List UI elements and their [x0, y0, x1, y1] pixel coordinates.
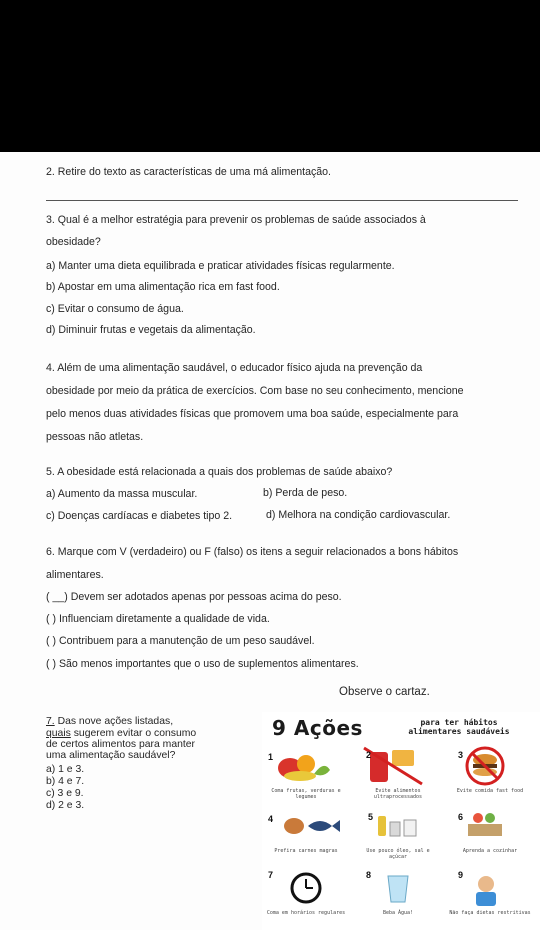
question-6-item2: ( ) Influenciam diretamente a qualidade de vida.: [46, 613, 270, 625]
question-4-line2: obesidade por meio da prática de exercícios. Com base no seu conhecimento, mencione: [46, 385, 464, 397]
poster-illustrations: [262, 712, 540, 930]
question-5-option-c: c) Doenças cardíacas e diabetes tipo 2.: [46, 510, 233, 522]
healthy-habits-poster: [262, 712, 540, 930]
question-6-line2: alimentares.: [46, 569, 104, 581]
question-7-line2-text: sugerem evitar o consumo: [73, 728, 197, 739]
question-5-option-b: b) Perda de peso.: [263, 487, 348, 499]
question-3-option-b: b) Apostar em uma alimentação rica em fast food.: [46, 281, 280, 293]
poster-item-3-number: 3: [458, 750, 464, 760]
poster-item-1-caption: Coma frutas, verduras e legumes: [271, 788, 341, 800]
poster-subtitle-line1: para ter hábitos: [420, 718, 498, 727]
poster-item-4-number: 4: [268, 814, 274, 824]
clock-icon: [292, 874, 320, 902]
question-6-item3: ( ) Contribuem para a manutenção de um peso saudável.: [46, 635, 315, 647]
fish-chicken-icon: [284, 818, 340, 834]
poster-item-2-number: 2: [366, 750, 372, 760]
poster-item-8-caption: Beba Água!: [382, 910, 414, 916]
water-glass-icon: [388, 876, 408, 902]
observe-label: Observe o cartaz.: [339, 686, 430, 698]
poster-item-1-number: 1: [268, 752, 274, 762]
poster-item-4-caption: Prefira carnes magras: [274, 848, 338, 854]
question-7-option-d: d) 2 e 3.: [46, 800, 85, 811]
question-3-option-a: a) Manter uma dieta equilibrada e praticar atividades físicas regularmente.: [46, 260, 395, 272]
fruits-vegetables-icon: [278, 755, 330, 781]
question-7-line3: de certos alimentos para manter: [46, 739, 196, 750]
soda-can-icon: [364, 748, 422, 784]
poster-item-6-number: 6: [458, 812, 464, 822]
person-icon: [476, 876, 496, 906]
question-4-line3: pelo menos duas atividades físicas que promovem uma boa saúde, especialmente para: [46, 408, 459, 420]
question-7-option-a: a) 1 e 3.: [46, 764, 85, 775]
poster-item-6-caption: Aprenda a cozinhar: [462, 848, 518, 854]
question-3-line2: obesidade?: [46, 236, 101, 248]
poster-item-2-caption: Evite alimentos ultraprocessados: [373, 788, 423, 800]
poster-item-5-number: 5: [368, 812, 374, 822]
question-7-line1: [46, 716, 173, 728]
question-3-option-c: c) Evitar o consumo de água.: [46, 303, 184, 315]
question-3-option-d: d) Diminuir frutas e vegetais da alimentação.: [46, 324, 256, 336]
poster-item-3-caption: Evite comida fast food: [456, 788, 524, 794]
question-7-number: 7.: [46, 716, 55, 727]
burger-icon: [467, 748, 503, 784]
question-4-line4: pessoas não atletas.: [46, 431, 144, 443]
poster-title: 9 Ações: [272, 716, 363, 740]
question-5: 5. A obesidade está relacionada a quais dos problemas de saúde abaixo?: [46, 466, 393, 478]
poster-item-5-caption: Use pouco óleo, sal e açúcar: [366, 848, 430, 860]
question-7-line4: uma alimentação saudável?: [46, 750, 176, 761]
question-6-line1: 6. Marque com V (verdadeiro) ou F (falso) os itens a seguir relacionados a bons hábitos: [46, 546, 459, 558]
poster-item-9-caption: Não faça dietas restritivas: [449, 910, 531, 916]
answer-line: [46, 200, 518, 201]
poster-item-9-number: 9: [458, 870, 464, 880]
question-7-option-b: b) 4 e 7.: [46, 776, 85, 787]
poster-item-8-number: 8: [366, 870, 372, 880]
question-5-option-a: a) Aumento da massa muscular.: [46, 488, 198, 500]
question-7-line2: [46, 728, 196, 740]
question-7-line1-text: Das nove ações listadas,: [57, 716, 174, 727]
question-6-item4: ( ) São menos importantes que o uso de suplementos alimentares.: [46, 658, 359, 670]
oil-salt-sugar-icon: [378, 816, 416, 836]
question-2: 2. Retire do texto as características de uma má alimentação.: [46, 166, 331, 178]
poster-subtitle-line2: alimentares saudáveis: [408, 726, 510, 736]
question-3-line1: 3. Qual é a melhor estratégia para prevenir os problemas de saúde associados à: [46, 214, 426, 226]
poster-item-7-caption: Coma em horários regulares: [266, 910, 346, 916]
question-5-option-d: d) Melhora na condição cardiovascular.: [266, 509, 451, 521]
question-4-line1: 4. Além de uma alimentação saudável, o educador físico ajuda na prevenção da: [46, 362, 423, 374]
question-7-option-c: c) 3 e 9.: [46, 788, 84, 799]
cooking-icon: [468, 813, 502, 836]
question-6-item1: ( __) Devem ser adotados apenas por pessoas acima do peso.: [46, 591, 342, 603]
poster-item-7-number: 7: [268, 870, 274, 880]
question-7-underlined-word: quais: [46, 728, 71, 739]
